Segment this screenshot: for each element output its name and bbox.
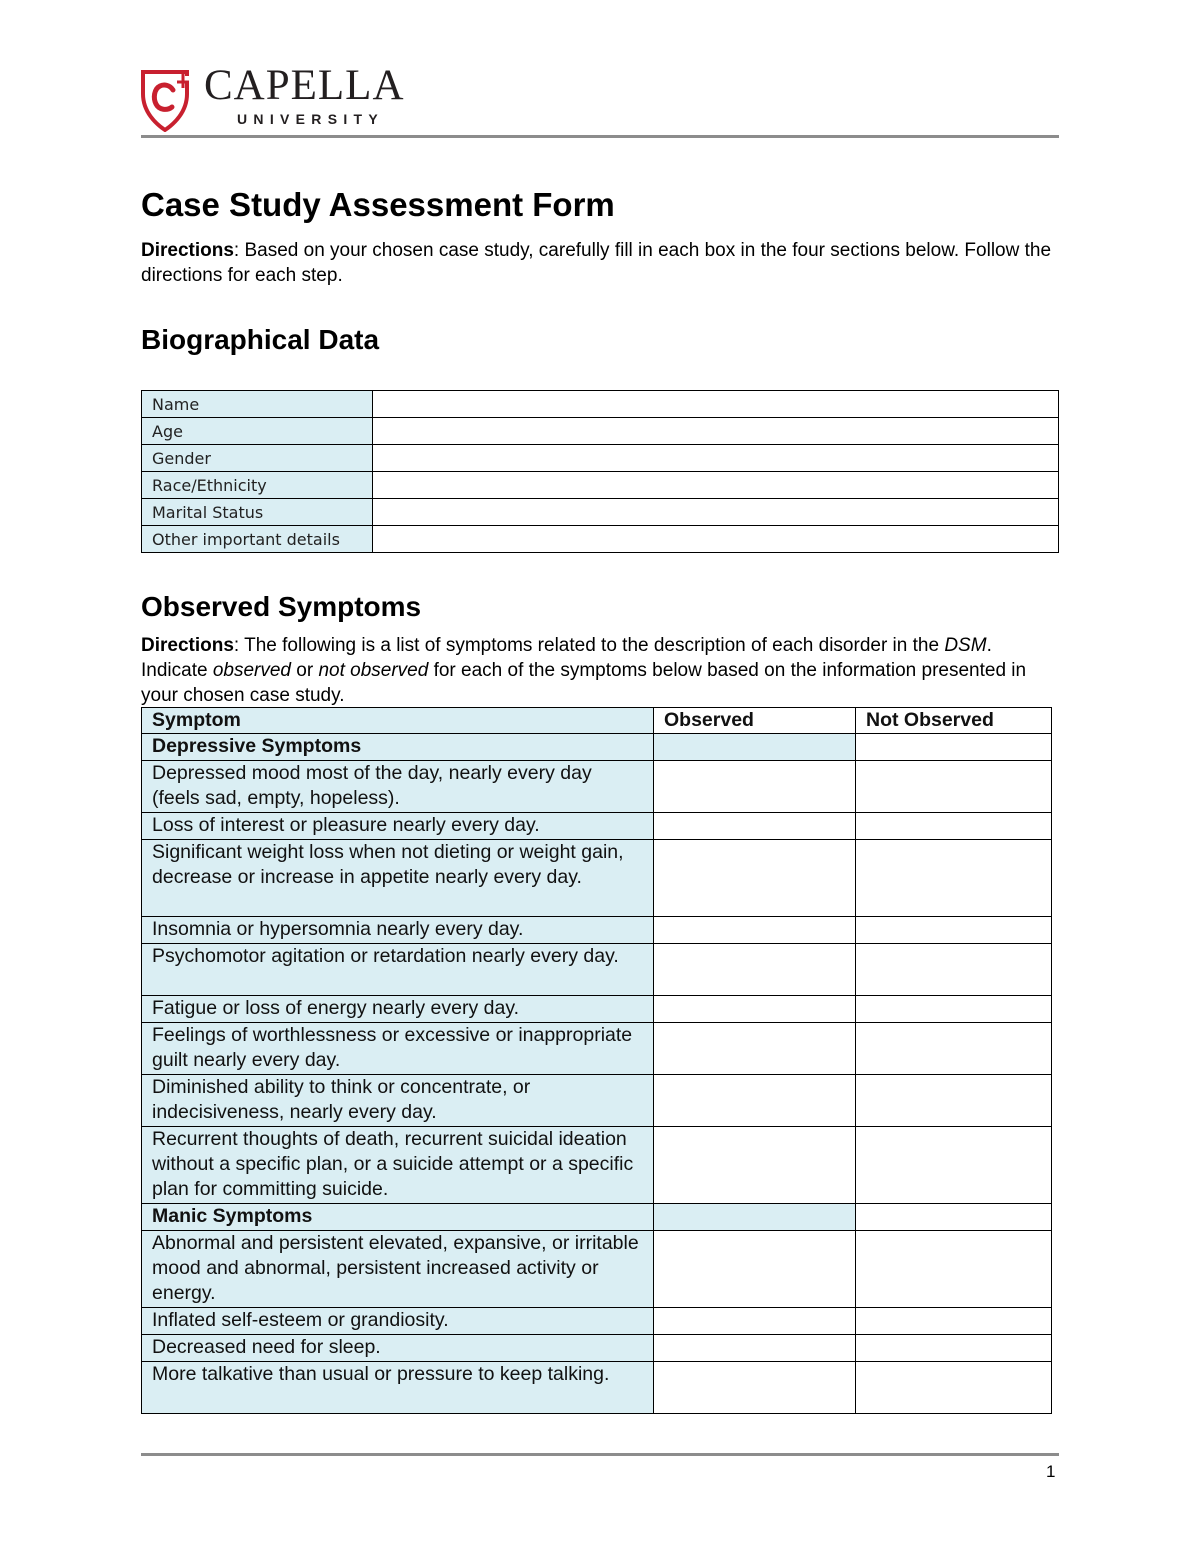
symptom-text: Psychomotor agitation or retardation nearly every day.: [142, 944, 654, 996]
symptom-group-label: Manic Symptoms: [142, 1204, 654, 1231]
not-observed-cell[interactable]: [856, 1075, 1052, 1127]
bio-label: Other important details: [142, 526, 373, 553]
page-number: 1: [1046, 1462, 1056, 1481]
symptom-row: [142, 1127, 1052, 1204]
symptom-row: [142, 1308, 1052, 1335]
symptom-row: [142, 1335, 1052, 1362]
symptom-group-label: Depressive Symptoms: [142, 734, 654, 761]
observed-cell: [654, 734, 856, 761]
dsm-text: DSM: [944, 635, 987, 656]
not-observed-cell[interactable]: [856, 1362, 1052, 1414]
not-observed-cell[interactable]: [856, 944, 1052, 996]
observed-em: observed: [212, 660, 291, 681]
symptom-text: Insomnia or hypersomnia nearly every day.: [142, 917, 654, 944]
bio-row: [142, 472, 1059, 499]
observed-cell[interactable]: [654, 1023, 856, 1075]
not-observed-cell[interactable]: [856, 1023, 1052, 1075]
bio-label: Age: [142, 418, 373, 445]
not-observed-cell[interactable]: [856, 1308, 1052, 1335]
bio-value-field[interactable]: [373, 418, 1059, 445]
symptoms-header-row: [142, 708, 1052, 734]
symptom-row: [142, 996, 1052, 1023]
symptom-text: Fatigue or loss of energy nearly every day.: [142, 996, 654, 1023]
column-header-not-observed: Not Observed: [856, 708, 1052, 734]
symptom-text: Inflated self-esteem or grandiosity.: [142, 1308, 654, 1335]
bio-label: Gender: [142, 445, 373, 472]
observed-cell[interactable]: [654, 1362, 856, 1414]
logo-wordmark: CAPELLA: [204, 62, 405, 109]
not-observed-cell[interactable]: [856, 813, 1052, 840]
symptom-row: [142, 1362, 1052, 1414]
symptoms-table: [141, 707, 1052, 1414]
not-observed-cell[interactable]: [856, 1335, 1052, 1362]
page-title: Case Study Assessment Form: [141, 186, 615, 223]
not-observed-cell[interactable]: [856, 996, 1052, 1023]
not-observed-cell[interactable]: [856, 761, 1052, 813]
logo-subtitle: UNIVERSITY: [237, 111, 385, 127]
bio-row: [142, 526, 1059, 553]
symptom-text: More talkative than usual or pressure to keep talking.: [142, 1362, 654, 1414]
column-header-observed: Observed: [654, 708, 856, 734]
symptom-row: [142, 813, 1052, 840]
symptom-text: Depressed mood most of the day, nearly every day (feels sad, empty, hopeless).: [142, 761, 654, 813]
symptom-text: Recurrent thoughts of death, recurrent suicidal ideation without a specific plan, or a suicide attempt or a specific plan for committing suicide.: [142, 1127, 654, 1204]
not-observed-em: not observed: [318, 660, 429, 681]
not-observed-cell[interactable]: [856, 840, 1052, 917]
observed-cell[interactable]: [654, 1075, 856, 1127]
capella-logo: [140, 62, 430, 132]
bio-value-field[interactable]: [373, 526, 1059, 553]
symptom-group-row: [142, 734, 1052, 761]
column-header-symptom: Symptom: [142, 708, 654, 734]
symptom-row: [142, 1075, 1052, 1127]
observed-cell: [654, 1204, 856, 1231]
directions-label: Directions: [141, 240, 234, 261]
header-rule: [141, 135, 1059, 138]
bio-value-field[interactable]: [373, 445, 1059, 472]
observed-cell[interactable]: [654, 1335, 856, 1362]
bio-row: [142, 445, 1059, 472]
observed-cell[interactable]: [654, 1231, 856, 1308]
bio-label: Race/Ethnicity: [142, 472, 373, 499]
not-observed-cell[interactable]: [856, 1231, 1052, 1308]
symptom-text: Diminished ability to think or concentrate, or indecisiveness, nearly every day.: [142, 1075, 654, 1127]
symptoms-directions-label: Directions: [141, 635, 234, 656]
symptom-text: Abnormal and persistent elevated, expansive, or irritable mood and abnormal, persistent increased activity or energy.: [142, 1231, 654, 1308]
symptom-row: [142, 761, 1052, 813]
symptoms-directions-text: or: [291, 660, 319, 681]
symptom-text: Loss of interest or pleasure nearly every day.: [142, 813, 654, 840]
directions-text: : Based on your chosen case study, carefully fill in each box in the four sections below. Follow the directions for each step.: [141, 240, 1052, 286]
bio-value-field[interactable]: [373, 391, 1059, 418]
symptom-group-row: [142, 1204, 1052, 1231]
bio-row: [142, 499, 1059, 526]
section-heading-symptoms: Observed Symptoms: [141, 591, 422, 622]
observed-cell[interactable]: [654, 761, 856, 813]
observed-cell[interactable]: [654, 944, 856, 996]
observed-cell[interactable]: [654, 840, 856, 917]
symptom-text: Decreased need for sleep.: [142, 1335, 654, 1362]
not-observed-cell: [856, 734, 1052, 761]
symptom-row: [142, 1023, 1052, 1075]
symptom-row: [142, 1231, 1052, 1308]
bio-value-field[interactable]: [373, 472, 1059, 499]
biographical-table: [141, 390, 1059, 553]
not-observed-cell[interactable]: [856, 1127, 1052, 1204]
bio-label: Marital Status: [142, 499, 373, 526]
observed-cell[interactable]: [654, 996, 856, 1023]
observed-cell[interactable]: [654, 813, 856, 840]
footer-rule: [141, 1453, 1059, 1456]
not-observed-cell[interactable]: [856, 917, 1052, 944]
observed-cell[interactable]: [654, 1127, 856, 1204]
bio-row: [142, 418, 1059, 445]
symptom-text: Significant weight loss when not dieting or weight gain, decrease or increase in appetite nearly every day.: [142, 840, 654, 917]
symptom-row: [142, 944, 1052, 996]
directions-paragraph: [141, 238, 1051, 288]
symptoms-directions-text: . Indicate: [141, 635, 992, 681]
bio-row: [142, 391, 1059, 418]
observed-cell[interactable]: [654, 917, 856, 944]
bio-label: Name: [142, 391, 373, 418]
symptoms-directions-text: : The following is a list of symptoms related to the description of each disorder in the: [233, 635, 945, 656]
bio-value-field[interactable]: [373, 499, 1059, 526]
section-heading-biographical: Biographical Data: [141, 324, 380, 355]
symptom-row: [142, 840, 1052, 917]
symptoms-directions-text: for each of the symptoms below based on the information presented in your chosen case study.: [141, 660, 1027, 706]
symptom-text: Feelings of worthlessness or excessive or inappropriate guilt nearly every day.: [142, 1023, 654, 1075]
symptoms-directions: [141, 633, 1051, 708]
shield-icon: [140, 68, 200, 132]
symptom-row: [142, 917, 1052, 944]
observed-cell[interactable]: [654, 1308, 856, 1335]
not-observed-cell: [856, 1204, 1052, 1231]
